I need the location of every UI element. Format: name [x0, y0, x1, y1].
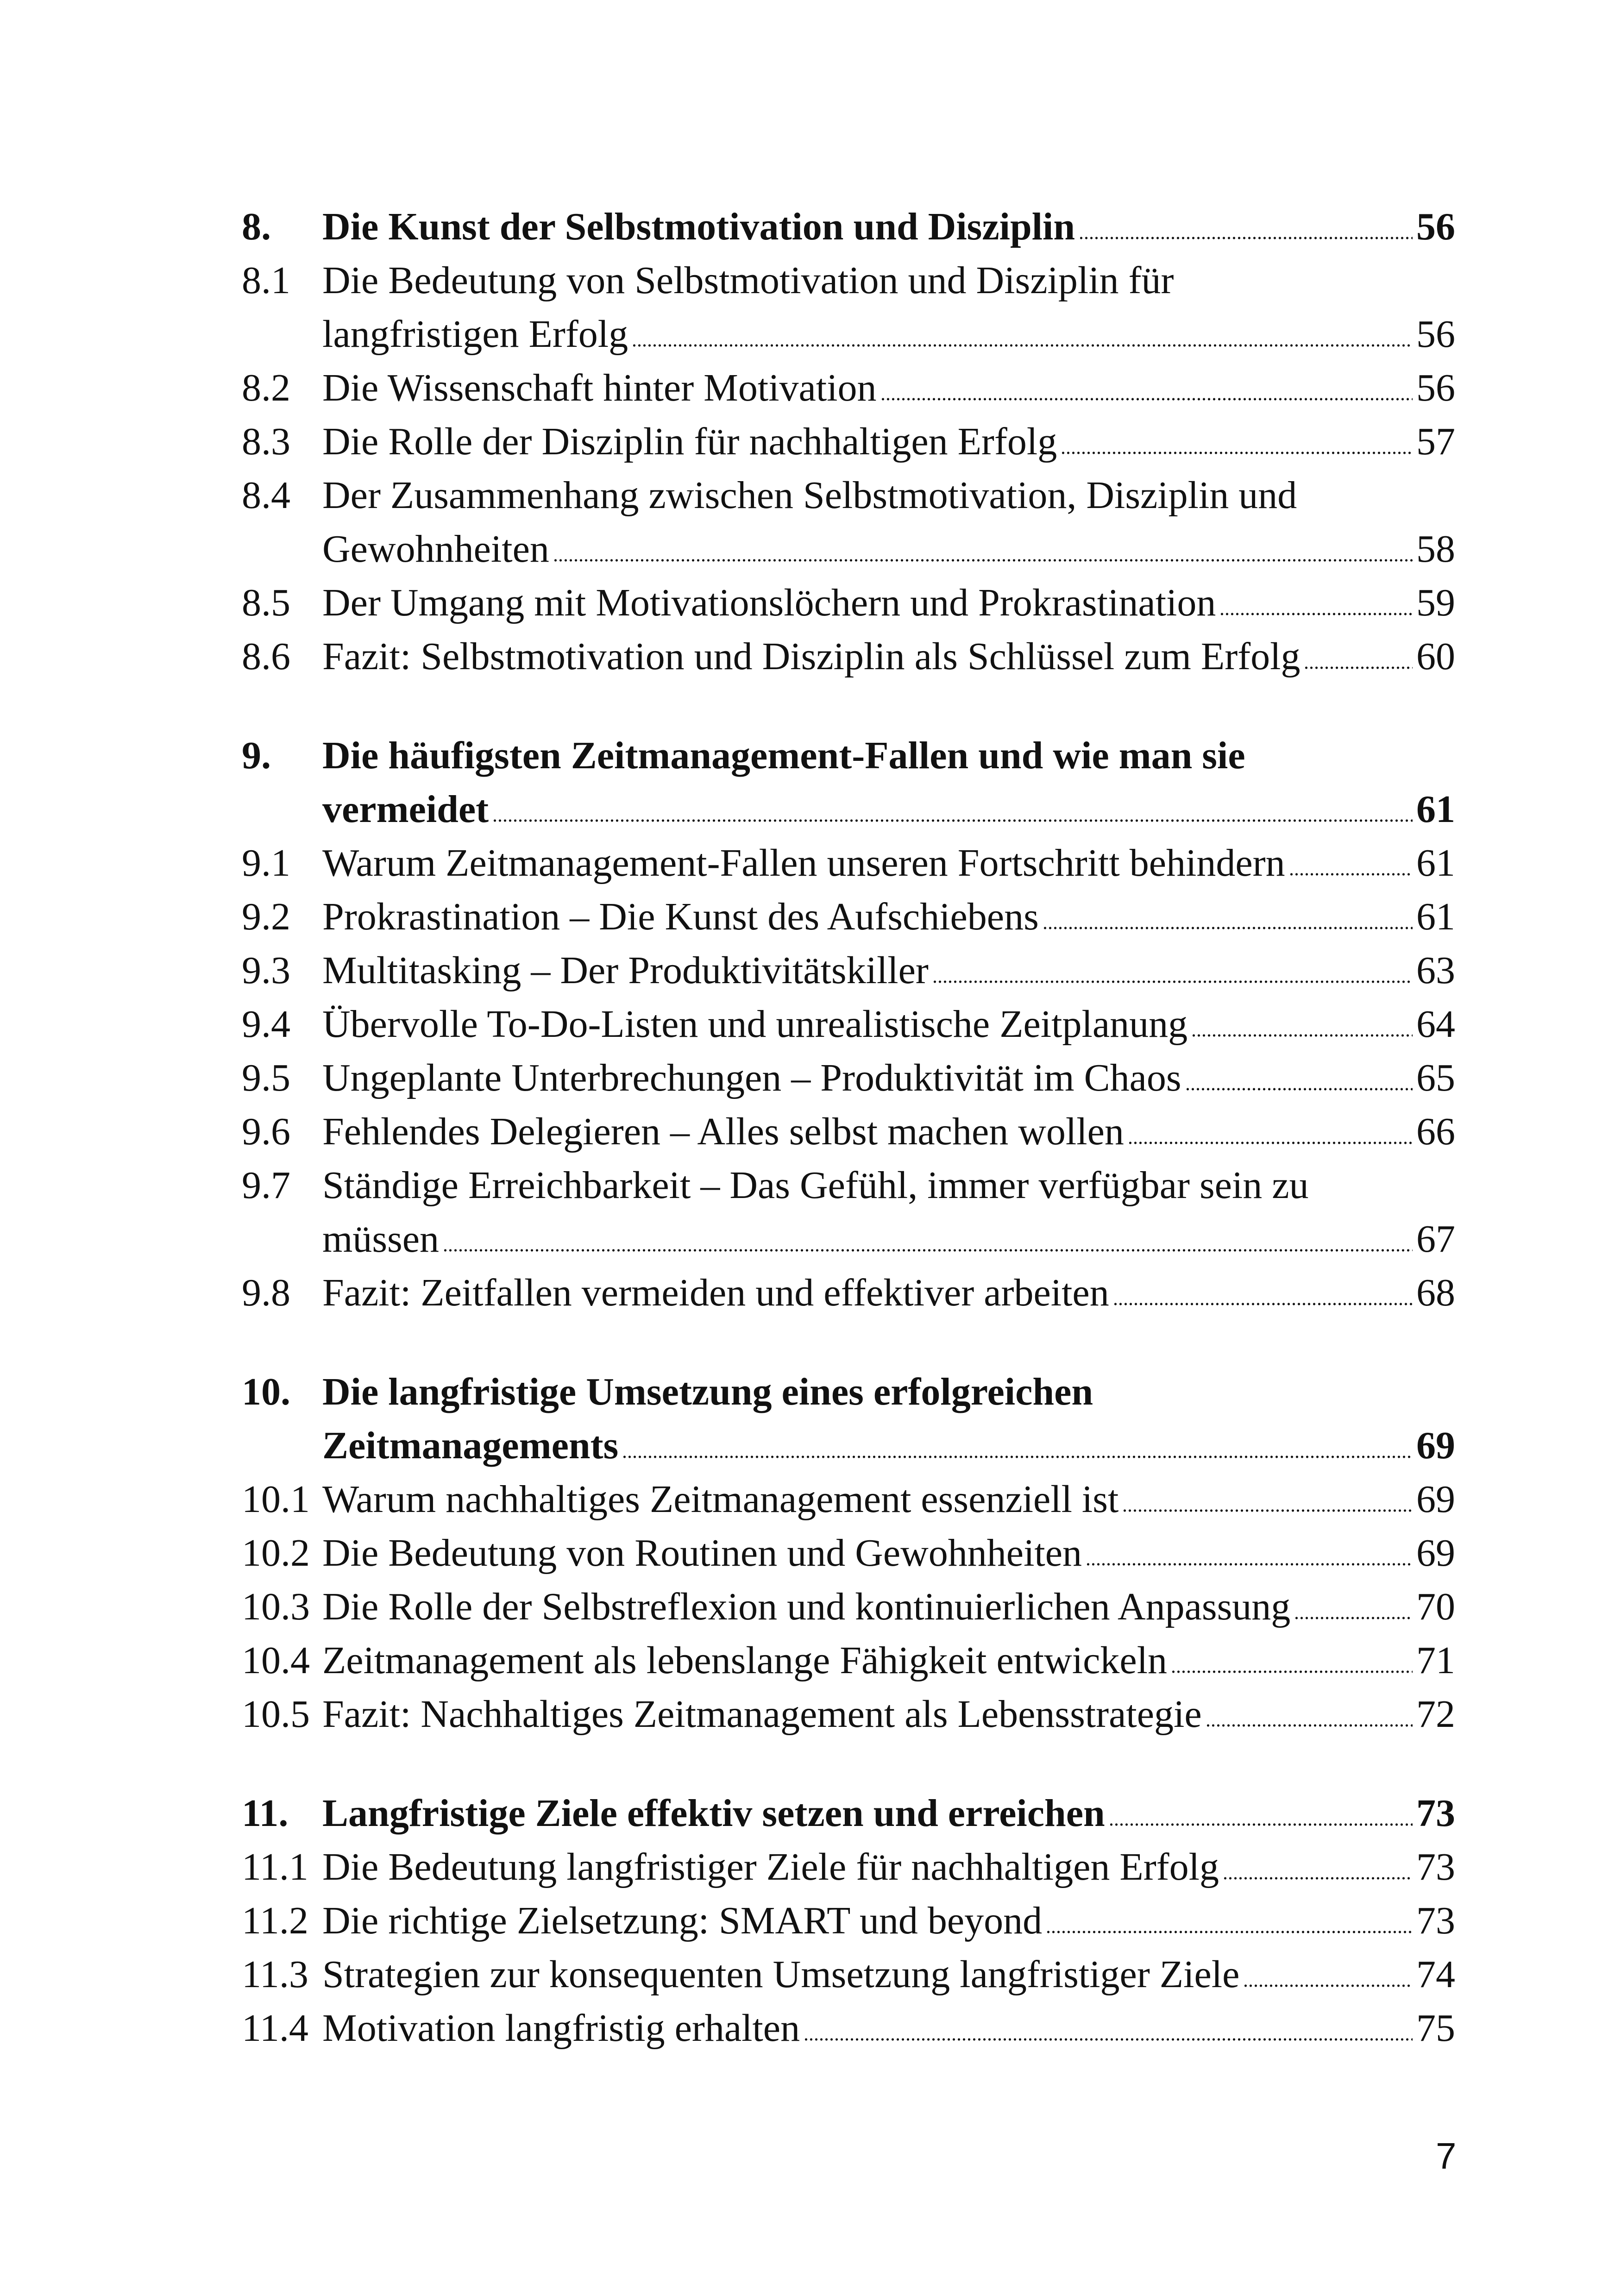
entry-title: Fazit: Nachhaltiges Zeitmanagement als Lebensstrategie [322, 1693, 1202, 1736]
toc-entry[interactable] [242, 576, 1455, 630]
dot-leader [1243, 1984, 1413, 1987]
toc-entry[interactable] [242, 1266, 1455, 1320]
entry-title: Die Bedeutung von Routinen und Gewohnheiten [322, 1531, 1082, 1575]
entry-title: Übervolle To-Do-Listen und unrealistische Zeitplanung [322, 1003, 1188, 1046]
dot-leader [1185, 1088, 1413, 1091]
toc-line [242, 783, 1455, 836]
toc-entry[interactable] [242, 1787, 1455, 1840]
entry-page: 61 [1416, 788, 1455, 831]
toc-chapter [242, 729, 1455, 1320]
entry-number: 8.5 [242, 581, 290, 624]
toc-line [242, 1526, 1455, 1580]
toc-entry[interactable] [242, 200, 1455, 254]
entry-page: 69 [1416, 1424, 1455, 1467]
toc-line [242, 1634, 1455, 1687]
entry-number: 11.2 [242, 1899, 308, 1942]
entry-title: Zeitmanagement als lebenslange Fähigkeit entwickeln [322, 1639, 1168, 1682]
toc-line [242, 1787, 1455, 1840]
toc-entry[interactable] [242, 1051, 1455, 1105]
entry-number: 11.3 [242, 1953, 308, 1996]
dot-leader [1086, 1563, 1413, 1566]
toc-entry[interactable] [242, 361, 1455, 415]
entry-number: 9.5 [242, 1056, 290, 1099]
toc-line [242, 1580, 1455, 1634]
entry-number: 8. [242, 205, 271, 248]
entry-page: 64 [1416, 1003, 1455, 1046]
entry-page: 75 [1416, 2007, 1455, 2050]
toc-line [242, 1051, 1455, 1105]
entry-title: Die häufigsten Zeitmanagement-Fallen und wie man sie [322, 734, 1245, 777]
entry-page: 70 [1416, 1585, 1455, 1628]
toc-line [242, 944, 1455, 997]
dot-leader [1061, 452, 1413, 454]
entry-title: Langfristige Ziele effektiv setzen und erreichen [322, 1792, 1105, 1835]
toc-entry[interactable] [242, 254, 1455, 361]
dot-leader [1206, 1724, 1413, 1727]
dot-leader [1294, 1617, 1413, 1619]
toc-line [242, 1948, 1455, 2001]
entry-number: 9. [242, 734, 271, 777]
toc-line [242, 200, 1455, 254]
entry-title: Der Zusammenhang zwischen Selbstmotivation, Disziplin und [322, 474, 1297, 517]
dot-leader [622, 1455, 1413, 1458]
entry-title: Fehlendes Delegieren – Alles selbst machen wollen [322, 1110, 1124, 1153]
dot-leader [1219, 613, 1413, 615]
entry-page: 66 [1416, 1110, 1455, 1153]
toc-entry[interactable] [242, 1159, 1455, 1266]
entry-number: 8.2 [242, 366, 290, 409]
entry-page: 61 [1416, 841, 1455, 885]
toc-entry[interactable] [242, 836, 1455, 890]
entry-title: langfristigen Erfolg [322, 313, 628, 356]
toc-entry[interactable] [242, 2001, 1455, 2055]
entry-title: Gewohnheiten [322, 527, 549, 571]
toc-line [242, 630, 1455, 684]
dot-leader [1046, 1931, 1413, 1933]
dot-leader [880, 398, 1413, 401]
entry-page: 68 [1416, 1271, 1455, 1314]
entry-page: 69 [1416, 1531, 1455, 1575]
toc-entry[interactable] [242, 890, 1455, 944]
toc-entry[interactable] [242, 1365, 1455, 1473]
entry-title: Ungeplante Unterbrechungen – Produktivität im Chaos [322, 1056, 1181, 1099]
toc-line [242, 1266, 1455, 1320]
toc-entry[interactable] [242, 1634, 1455, 1687]
table-of-contents [242, 200, 1455, 2101]
dot-leader [1043, 927, 1413, 929]
toc-line [242, 1419, 1455, 1473]
entry-title: Strategien zur konsequenten Umsetzung langfristiger Ziele [322, 1953, 1240, 1996]
dot-leader [443, 1249, 1413, 1252]
entry-number: 10.4 [242, 1639, 310, 1682]
entry-title: Die Rolle der Selbstreflexion und kontinuierlichen Anpassung [322, 1585, 1291, 1628]
entry-page: 72 [1416, 1693, 1455, 1736]
toc-line [242, 469, 1455, 522]
dot-leader [632, 344, 1413, 347]
toc-line [242, 576, 1455, 630]
entry-number: 9.6 [242, 1110, 290, 1153]
entry-number: 10.1 [242, 1478, 310, 1521]
toc-line [242, 997, 1455, 1051]
toc-line [242, 890, 1455, 944]
entry-number: 8.4 [242, 474, 290, 517]
entry-number: 11. [242, 1792, 289, 1835]
entry-page: 73 [1416, 1845, 1455, 1888]
entry-title: Die Wissenschaft hinter Motivation [322, 366, 877, 409]
entry-title: Ständige Erreichbarkeit – Das Gefühl, immer verfügbar sein zu [322, 1164, 1309, 1207]
toc-line [242, 1894, 1455, 1948]
toc-line [242, 1105, 1455, 1159]
toc-chapter [242, 1787, 1455, 2055]
entry-number: 9.7 [242, 1164, 290, 1207]
toc-line [242, 522, 1455, 576]
toc-entry[interactable] [242, 1894, 1455, 1948]
entry-number: 9.8 [242, 1271, 290, 1314]
toc-entry[interactable] [242, 1105, 1455, 1159]
entry-title: Die Rolle der Disziplin für nachhaltigen Erfolg [322, 420, 1057, 463]
toc-line [242, 1159, 1455, 1212]
dot-leader [1128, 1142, 1413, 1144]
toc-line [242, 415, 1455, 469]
entry-page: 65 [1416, 1056, 1455, 1099]
entry-title: Die Kunst der Selbstmotivation und Disziplin [322, 205, 1075, 248]
entry-page: 73 [1416, 1792, 1455, 1835]
entry-number: 11.1 [242, 1845, 308, 1888]
entry-title: Motivation langfristig erhalten [322, 2007, 800, 2050]
entry-page: 56 [1416, 366, 1455, 409]
entry-page: 63 [1416, 949, 1455, 992]
toc-entry[interactable] [242, 944, 1455, 997]
toc-line [242, 836, 1455, 890]
entry-title: Die langfristige Umsetzung eines erfolgreichen [322, 1370, 1093, 1413]
entry-page: 61 [1416, 895, 1455, 938]
entry-page: 67 [1416, 1217, 1455, 1261]
entry-title: vermeidet [322, 788, 489, 831]
entry-title: Der Umgang mit Motivationslöchern und Prokrastination [322, 581, 1216, 624]
entry-title: müssen [322, 1217, 439, 1261]
entry-number: 11.4 [242, 2007, 308, 2050]
entry-title: Warum Zeitmanagement-Fallen unseren Fortschritt behindern [322, 841, 1285, 885]
toc-line [242, 2001, 1455, 2055]
entry-number: 10.3 [242, 1585, 310, 1628]
toc-entry[interactable] [242, 630, 1455, 684]
toc-line [242, 1840, 1455, 1894]
entry-number: 8.6 [242, 635, 290, 678]
toc-entry[interactable] [242, 997, 1455, 1051]
toc-entry[interactable] [242, 729, 1455, 836]
toc-entry[interactable] [242, 1840, 1455, 1894]
entry-number: 9.1 [242, 841, 290, 885]
dot-leader [1191, 1034, 1413, 1037]
entry-page: 57 [1416, 420, 1455, 463]
entry-page: 59 [1416, 581, 1455, 624]
toc-entry[interactable] [242, 1526, 1455, 1580]
toc-chapter [242, 200, 1455, 684]
dot-leader [1122, 1509, 1413, 1512]
toc-entry[interactable] [242, 469, 1455, 576]
toc-line [242, 307, 1455, 361]
entry-page: 60 [1416, 635, 1455, 678]
entry-number: 8.3 [242, 420, 290, 463]
entry-number: 9.2 [242, 895, 290, 938]
entry-page: 71 [1416, 1639, 1455, 1682]
entry-title: Die Bedeutung von Selbstmotivation und Disziplin für [322, 259, 1174, 302]
toc-line [242, 1473, 1455, 1526]
entry-title: Warum nachhaltiges Zeitmanagement essenziell ist [322, 1478, 1119, 1521]
dot-leader [492, 819, 1413, 822]
toc-entry[interactable] [242, 415, 1455, 469]
dot-leader [1289, 873, 1413, 876]
entry-title: Die Bedeutung langfristiger Ziele für nachhaltigen Erfolg [322, 1845, 1219, 1888]
dot-leader [1304, 666, 1413, 669]
dot-leader [1079, 237, 1413, 239]
dot-leader [1113, 1303, 1413, 1305]
entry-page: 73 [1416, 1899, 1455, 1942]
toc-line [242, 254, 1455, 307]
entry-number: 9.3 [242, 949, 290, 992]
entry-page: 58 [1416, 527, 1455, 571]
toc-line [242, 361, 1455, 415]
toc-entry[interactable] [242, 1580, 1455, 1634]
toc-entry[interactable] [242, 1473, 1455, 1526]
entry-page: 74 [1416, 1953, 1455, 1996]
entry-title: Multitasking – Der Produktivitätskiller [322, 949, 929, 992]
entry-page: 56 [1416, 313, 1455, 356]
entry-number: 10.5 [242, 1693, 310, 1736]
entry-page: 69 [1416, 1478, 1455, 1521]
toc-entry[interactable] [242, 1687, 1455, 1741]
dot-leader [1223, 1877, 1413, 1880]
dot-leader [804, 2038, 1413, 2041]
dot-leader [553, 559, 1413, 562]
entry-title: Die richtige Zielsetzung: SMART und beyond [322, 1899, 1043, 1942]
entry-title: Zeitmanagements [322, 1424, 619, 1467]
dot-leader [1171, 1670, 1413, 1673]
entry-number: 9.4 [242, 1003, 290, 1046]
toc-line [242, 1212, 1455, 1266]
toc-line [242, 729, 1455, 783]
entry-title: Fazit: Selbstmotivation und Disziplin als Schlüssel zum Erfolg [322, 635, 1301, 678]
entry-number: 10.2 [242, 1531, 310, 1575]
toc-chapter [242, 1365, 1455, 1741]
entry-number: 10. [242, 1370, 290, 1413]
dot-leader [1109, 1823, 1413, 1826]
entry-title: Fazit: Zeitfallen vermeiden und effektiver arbeiten [322, 1271, 1109, 1314]
dot-leader [932, 980, 1413, 983]
toc-line [242, 1365, 1455, 1419]
toc-line [242, 1687, 1455, 1741]
entry-number: 8.1 [242, 259, 290, 302]
entry-title: Prokrastination – Die Kunst des Aufschiebens [322, 895, 1039, 938]
page-number: 7 [1436, 2135, 1457, 2177]
toc-entry[interactable] [242, 1948, 1455, 2001]
entry-page: 56 [1416, 205, 1455, 248]
